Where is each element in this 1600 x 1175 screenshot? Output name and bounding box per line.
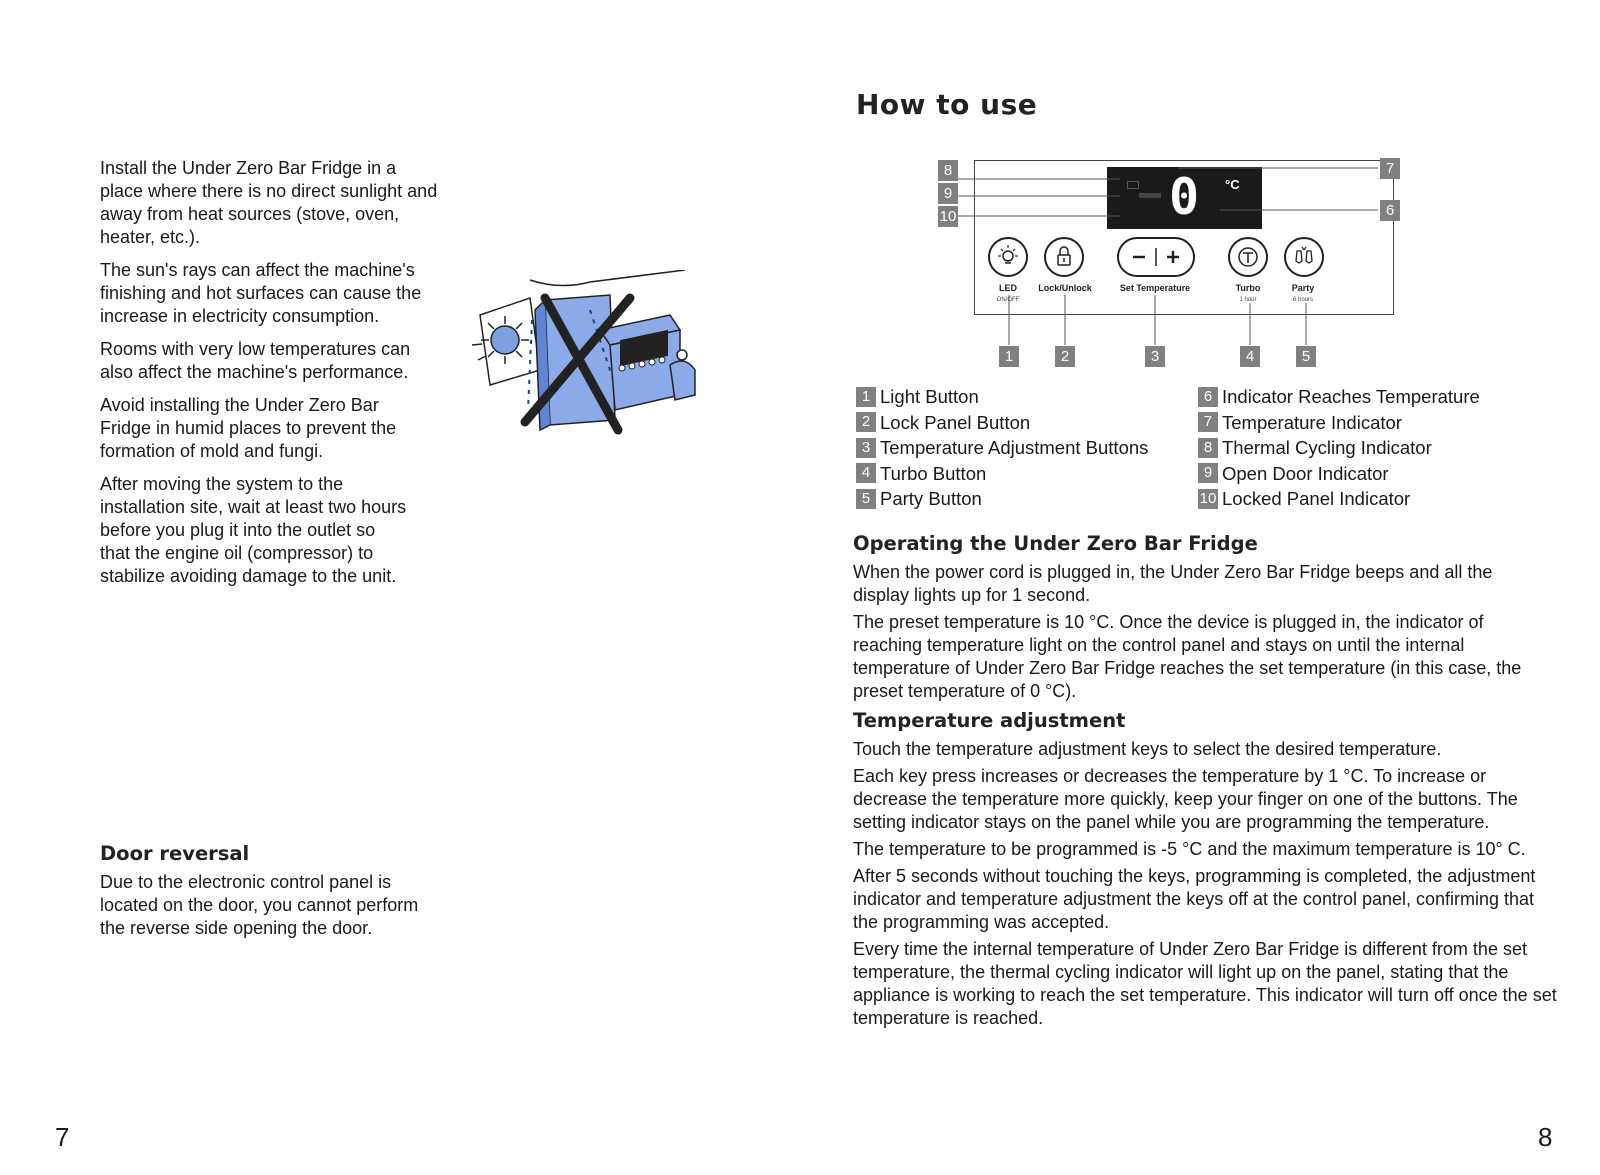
- legend-number: 9: [1198, 463, 1218, 483]
- instructions-column: [853, 532, 1573, 1034]
- legend-number: 6: [1198, 387, 1218, 407]
- no-heat-source-illustration: [470, 270, 720, 450]
- legend-number: 5: [856, 489, 876, 509]
- callout-9: 9: [938, 183, 958, 204]
- callout-6: 6: [1380, 200, 1400, 221]
- paragraph: The temperature to be programmed is -5 °C and the maximum temperature is 10° C.: [853, 839, 1526, 859]
- page-number-right: 8: [1538, 1122, 1553, 1152]
- paragraph: Install the Under Zero Bar Fridge in a place where there is no direct sunlight and away from heat sources (stove, oven, heater, etc.).: [100, 158, 438, 247]
- legend-item: [856, 461, 1196, 487]
- party-button[interactable]: [1284, 237, 1324, 277]
- legend-number: 7: [1198, 412, 1218, 432]
- door-reversal-section: [100, 842, 440, 950]
- turbo-label: Turbo: [1235, 283, 1261, 293]
- turbo-icon: [1230, 239, 1266, 275]
- paragraph: The preset temperature is 10 °C. Once the device is plugged in, the indicator of reaching temperature light on the control panel and stays on until the internal temperature of Under Zero Bar Fridge reaches the set temperature (in this case, the preset temperature of 0 °C).: [853, 612, 1522, 701]
- led-button[interactable]: [988, 237, 1028, 277]
- party-sublabel: 6 hours: [1292, 297, 1313, 303]
- temperature-adjustment-heading: Temperature adjustment: [853, 709, 1126, 732]
- paragraph: After moving the system to the installation site, wait at least two hours before you plug it into the outlet so that the engine oil (compressor) to stabilize avoiding damage to the unit.: [100, 474, 407, 586]
- legend-number: 8: [1198, 438, 1218, 458]
- callout-2: 2: [1055, 346, 1075, 367]
- set-temperature-label: Set Temperature: [1119, 283, 1191, 293]
- legend-text: Open Door Indicator: [1222, 462, 1389, 484]
- legend-item: [1198, 486, 1538, 512]
- paragraph: The sun's rays can affect the machine's finishing and hot surfaces can cause the increase in electricity consumption.: [100, 260, 422, 326]
- legend-text: Thermal Cycling Indicator: [1222, 437, 1432, 458]
- legend-text: Temperature Adjustment Buttons: [880, 437, 1149, 458]
- legend-item: [856, 486, 1196, 512]
- legend-item: [1198, 384, 1538, 410]
- stove-icon: [600, 315, 695, 410]
- led-sublabel: ON/OFF: [996, 297, 1020, 303]
- legend-item: [1198, 461, 1538, 487]
- operating-heading: Operating the Under Zero Bar Fridge: [853, 532, 1258, 555]
- legend-text: Temperature Indicator: [1222, 411, 1402, 433]
- legend-text: Indicator Reaches Temperature: [1222, 386, 1480, 407]
- paragraph: Avoid installing the Under Zero Bar Fridge in humid places to prevent the formation of mold and fungi.: [100, 395, 397, 461]
- minus-plus-icon: [1119, 239, 1193, 275]
- control-panel-diagram: [930, 155, 1430, 370]
- callout-5: 5: [1296, 346, 1316, 367]
- callout-1: 1: [999, 346, 1019, 367]
- callout-4: 4: [1240, 346, 1260, 367]
- paragraph: Rooms with very low temperatures can also affect the machine's performance.: [100, 339, 411, 382]
- legend-text: Locked Panel Indicator: [1222, 488, 1411, 509]
- installation-text: [100, 157, 440, 598]
- legend-number: 10: [1199, 489, 1217, 507]
- turbo-sublabel: 1 hour: [1239, 297, 1257, 303]
- set-temperature-button[interactable]: [1117, 237, 1195, 277]
- paragraph: When the power cord is plugged in, the Under Zero Bar Fridge beeps and all the display lights up for 1 second.: [853, 562, 1493, 605]
- paragraph: Each key press increases or decreases the temperature by 1 °C. To increase or decrease the temperature more quickly, keep your finger on one of the buttons. The setting indicator stays on the panel while you are programming the temperature.: [853, 766, 1518, 832]
- legend-number: 1: [856, 387, 876, 407]
- callout-10: 10: [939, 208, 957, 225]
- light-bulb-icon: [990, 239, 1026, 275]
- legend-item: [1198, 435, 1538, 461]
- legend-item: [1198, 410, 1538, 436]
- led-label: LED: [999, 283, 1017, 293]
- legend-item: [856, 384, 1196, 410]
- legend-item: [856, 410, 1196, 436]
- legend-text: Lock Panel Button: [880, 411, 1031, 433]
- legend-text: Light Button: [880, 386, 979, 407]
- paragraph: Every time the internal temperature of Under Zero Bar Fridge is different from the set temperature, the thermal cycling indicator will light up on the panel, stating that the appliance is working to reach the set temperature. This indicator will turn off once the set temperature is reached.: [853, 939, 1557, 1028]
- page-title: How to use: [856, 88, 1038, 121]
- legend-right: [1198, 384, 1538, 512]
- party-label: Party: [1291, 283, 1315, 293]
- door-reversal-heading: Door reversal: [100, 842, 250, 865]
- legend-left: [856, 384, 1196, 512]
- legend-item: [856, 435, 1196, 461]
- party-glasses-icon: [1286, 239, 1322, 275]
- callout-8: 8: [938, 160, 958, 181]
- padlock-icon: [1046, 239, 1082, 275]
- legend-number: 4: [856, 463, 876, 483]
- turbo-button[interactable]: [1228, 237, 1268, 277]
- legend-number: 2: [856, 412, 876, 432]
- paragraph: Touch the temperature adjustment keys to select the desired temperature.: [853, 739, 1442, 759]
- door-reversal-text: Due to the electronic control panel is located on the door, you cannot perform the reverse side opening the door.: [100, 872, 419, 938]
- celsius-unit: °C: [1225, 177, 1240, 192]
- lock-unlock-label: Lock/Unlock: [1038, 283, 1092, 293]
- callout-3: 3: [1145, 346, 1165, 367]
- legend-number: 3: [856, 438, 876, 458]
- lock-unlock-button[interactable]: [1044, 237, 1084, 277]
- display-value: 0: [1169, 168, 1200, 226]
- paragraph: After 5 seconds without touching the keys, programming is completed, the adjustment indicator and temperature adjustment the keys off at the control panel, confirming that the programming was accepted.: [853, 866, 1536, 932]
- legend-text: Turbo Button: [880, 462, 987, 484]
- page-number-left: 7: [55, 1122, 70, 1152]
- callout-7: 7: [1380, 158, 1400, 179]
- legend-text: Party Button: [880, 488, 982, 509]
